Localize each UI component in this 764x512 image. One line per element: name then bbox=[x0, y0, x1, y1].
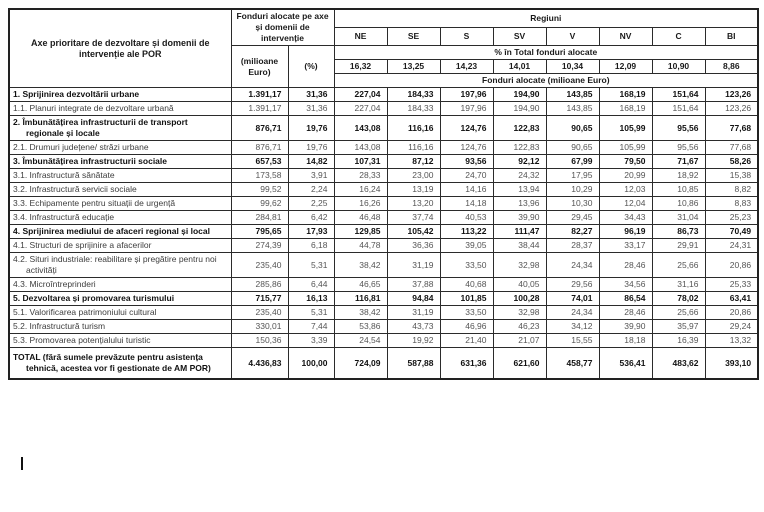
row-region-value: 39,90 bbox=[599, 320, 652, 334]
row-label: 1. Sprijinirea dezvoltării urbane bbox=[9, 88, 231, 102]
row-meuro-value: 657,53 bbox=[231, 155, 288, 169]
row-region-value: 100,28 bbox=[493, 292, 546, 306]
row-region-value: 724,09 bbox=[334, 348, 387, 380]
row-region-value: 122,83 bbox=[493, 116, 546, 141]
row-region-value: 143,08 bbox=[334, 141, 387, 155]
row-region-value: 77,68 bbox=[705, 116, 758, 141]
row-region-value: 113,22 bbox=[440, 225, 493, 239]
region-share-value: 10,90 bbox=[652, 60, 705, 74]
row-region-value: 40,68 bbox=[440, 278, 493, 292]
row-region-value: 21,40 bbox=[440, 334, 493, 348]
row-percent-value: 6,42 bbox=[288, 211, 334, 225]
document-page bbox=[8, 8, 759, 380]
row-region-value: 29,91 bbox=[652, 239, 705, 253]
row-region-value: 10,86 bbox=[652, 197, 705, 211]
row-region-value: 14,16 bbox=[440, 183, 493, 197]
region-share-value: 13,25 bbox=[387, 60, 440, 74]
row-label: 3.2. Infrastructură servicii sociale bbox=[9, 183, 231, 197]
row-region-value: 95,56 bbox=[652, 141, 705, 155]
row-percent-value: 6,18 bbox=[288, 239, 334, 253]
row-region-value: 105,99 bbox=[599, 116, 652, 141]
regions-header: Regiuni bbox=[334, 9, 758, 28]
row-region-value: 101,85 bbox=[440, 292, 493, 306]
row-region-value: 24,34 bbox=[546, 306, 599, 320]
axis-row bbox=[9, 225, 758, 239]
row-region-value: 28,46 bbox=[599, 253, 652, 278]
row-region-value: 168,19 bbox=[599, 88, 652, 102]
row-region-value: 82,27 bbox=[546, 225, 599, 239]
row-region-value: 29,56 bbox=[546, 278, 599, 292]
row-region-value: 116,16 bbox=[387, 116, 440, 141]
row-region-value: 31,04 bbox=[652, 211, 705, 225]
row-meuro-value: 150,36 bbox=[231, 334, 288, 348]
row-label: 4.3. Microîntreprinderi bbox=[9, 278, 231, 292]
domain-row bbox=[9, 239, 758, 253]
row-meuro-value: 285,86 bbox=[231, 278, 288, 292]
row-region-value: 95,56 bbox=[652, 116, 705, 141]
row-region-value: 37,74 bbox=[387, 211, 440, 225]
row-percent-value: 3,91 bbox=[288, 169, 334, 183]
domain-row bbox=[9, 169, 758, 183]
row-region-value: 43,73 bbox=[387, 320, 440, 334]
row-region-value: 32,98 bbox=[493, 253, 546, 278]
row-region-value: 37,88 bbox=[387, 278, 440, 292]
row-region-value: 87,12 bbox=[387, 155, 440, 169]
row-region-value: 105,42 bbox=[387, 225, 440, 239]
row-region-value: 123,26 bbox=[705, 88, 758, 102]
row-region-value: 25,23 bbox=[705, 211, 758, 225]
row-region-value: 20,86 bbox=[705, 253, 758, 278]
row-meuro-value: 876,71 bbox=[231, 116, 288, 141]
region-code-header: C bbox=[652, 28, 705, 46]
row-region-value: 621,60 bbox=[493, 348, 546, 380]
row-region-value: 74,01 bbox=[546, 292, 599, 306]
row-label: TOTAL (fără sumele prevăzute pentru asistența tehnică, acestea vor fi gestionate de AM POR) bbox=[9, 348, 231, 380]
row-label: 3.1. Infrastructură sănătate bbox=[9, 169, 231, 183]
row-meuro-value: 715,77 bbox=[231, 292, 288, 306]
region-share-value: 10,34 bbox=[546, 60, 599, 74]
row-region-value: 16,24 bbox=[334, 183, 387, 197]
row-region-value: 31,19 bbox=[387, 253, 440, 278]
row-region-value: 10,30 bbox=[546, 197, 599, 211]
row-region-value: 20,99 bbox=[599, 169, 652, 183]
domain-row bbox=[9, 102, 758, 116]
row-region-value: 46,96 bbox=[440, 320, 493, 334]
row-region-value: 35,97 bbox=[652, 320, 705, 334]
row-label: 2.1. Drumuri județene/ străzi urbane bbox=[9, 141, 231, 155]
axis-row bbox=[9, 88, 758, 102]
row-region-value: 77,68 bbox=[705, 141, 758, 155]
row-label: 3.3. Echipamente pentru situații de urgență bbox=[9, 197, 231, 211]
row-region-value: 86,73 bbox=[652, 225, 705, 239]
row-region-value: 31,19 bbox=[387, 306, 440, 320]
region-code-header: NV bbox=[599, 28, 652, 46]
row-meuro-value: 99,52 bbox=[231, 183, 288, 197]
row-region-value: 31,16 bbox=[652, 278, 705, 292]
row-region-value: 34,12 bbox=[546, 320, 599, 334]
row-region-value: 24,54 bbox=[334, 334, 387, 348]
row-region-value: 10,29 bbox=[546, 183, 599, 197]
axis-row bbox=[9, 116, 758, 141]
row-region-value: 28,46 bbox=[599, 306, 652, 320]
axis-row bbox=[9, 155, 758, 169]
row-region-value: 44,78 bbox=[334, 239, 387, 253]
row-label: 3.4. Infrastructură educație bbox=[9, 211, 231, 225]
row-percent-value: 14,82 bbox=[288, 155, 334, 169]
row-region-value: 124,76 bbox=[440, 141, 493, 155]
row-region-value: 123,26 bbox=[705, 102, 758, 116]
row-region-value: 53,86 bbox=[334, 320, 387, 334]
row-region-value: 587,88 bbox=[387, 348, 440, 380]
row-region-value: 86,54 bbox=[599, 292, 652, 306]
region-code-header: SE bbox=[387, 28, 440, 46]
row-meuro-value: 274,39 bbox=[231, 239, 288, 253]
row-region-value: 124,76 bbox=[440, 116, 493, 141]
row-percent-value: 100,00 bbox=[288, 348, 334, 380]
row-percent-value: 5,31 bbox=[288, 306, 334, 320]
row-meuro-value: 330,01 bbox=[231, 320, 288, 334]
row-region-value: 15,55 bbox=[546, 334, 599, 348]
percent-column-header: (%) bbox=[288, 46, 334, 88]
row-region-value: 8,82 bbox=[705, 183, 758, 197]
row-region-value: 92,12 bbox=[493, 155, 546, 169]
row-meuro-value: 173,58 bbox=[231, 169, 288, 183]
por-allocation-table bbox=[8, 8, 759, 380]
row-region-value: 58,26 bbox=[705, 155, 758, 169]
region-code-header: NE bbox=[334, 28, 387, 46]
funds-row-header: Fonduri alocate (milioane Euro) bbox=[334, 74, 758, 88]
domain-row bbox=[9, 141, 758, 155]
region-share-value: 14,01 bbox=[493, 60, 546, 74]
row-region-value: 10,85 bbox=[652, 183, 705, 197]
row-percent-value: 31,36 bbox=[288, 102, 334, 116]
row-meuro-value: 284,81 bbox=[231, 211, 288, 225]
row-label: 5. Dezvoltarea și promovarea turismului bbox=[9, 292, 231, 306]
region-share-value: 16,32 bbox=[334, 60, 387, 74]
row-region-value: 32,98 bbox=[493, 306, 546, 320]
row-region-value: 79,50 bbox=[599, 155, 652, 169]
axis-column-header: Axe prioritare de dezvoltare și domenii de intervenție ale POR bbox=[9, 9, 231, 88]
row-region-value: 24,32 bbox=[493, 169, 546, 183]
row-region-value: 111,47 bbox=[493, 225, 546, 239]
row-region-value: 29,24 bbox=[705, 320, 758, 334]
row-region-value: 33,50 bbox=[440, 306, 493, 320]
domain-row bbox=[9, 211, 758, 225]
row-region-value: 46,65 bbox=[334, 278, 387, 292]
row-region-value: 33,17 bbox=[599, 239, 652, 253]
row-region-value: 13,19 bbox=[387, 183, 440, 197]
row-region-value: 39,90 bbox=[493, 211, 546, 225]
row-percent-value: 6,44 bbox=[288, 278, 334, 292]
row-meuro-value: 795,65 bbox=[231, 225, 288, 239]
row-region-value: 184,33 bbox=[387, 88, 440, 102]
row-region-value: 96,19 bbox=[599, 225, 652, 239]
row-region-value: 34,43 bbox=[599, 211, 652, 225]
row-region-value: 116,16 bbox=[387, 141, 440, 155]
domain-row bbox=[9, 197, 758, 211]
table-body bbox=[9, 88, 758, 380]
row-region-value: 21,07 bbox=[493, 334, 546, 348]
row-region-value: 39,05 bbox=[440, 239, 493, 253]
table-header bbox=[9, 9, 758, 88]
row-region-value: 227,04 bbox=[334, 88, 387, 102]
row-region-value: 71,67 bbox=[652, 155, 705, 169]
row-region-value: 36,36 bbox=[387, 239, 440, 253]
row-region-value: 168,19 bbox=[599, 102, 652, 116]
row-percent-value: 5,31 bbox=[288, 253, 334, 278]
row-meuro-value: 4.436,83 bbox=[231, 348, 288, 380]
domain-row bbox=[9, 278, 758, 292]
row-region-value: 14,18 bbox=[440, 197, 493, 211]
row-region-value: 16,39 bbox=[652, 334, 705, 348]
row-region-value: 12,03 bbox=[599, 183, 652, 197]
row-percent-value: 3,39 bbox=[288, 334, 334, 348]
row-region-value: 46,23 bbox=[493, 320, 546, 334]
row-percent-value: 17,93 bbox=[288, 225, 334, 239]
row-label: 3. Îmbunătățirea infrastructurii sociale bbox=[9, 155, 231, 169]
domain-row bbox=[9, 183, 758, 197]
row-region-value: 151,64 bbox=[652, 102, 705, 116]
region-share-value: 12,09 bbox=[599, 60, 652, 74]
row-region-value: 15,38 bbox=[705, 169, 758, 183]
row-percent-value: 19,76 bbox=[288, 141, 334, 155]
row-label: 5.1. Valorificarea patrimoniului cultural bbox=[9, 306, 231, 320]
row-region-value: 151,64 bbox=[652, 88, 705, 102]
row-label: 4.1. Structuri de sprijinire a afacerilor bbox=[9, 239, 231, 253]
row-region-value: 34,56 bbox=[599, 278, 652, 292]
row-region-value: 13,32 bbox=[705, 334, 758, 348]
row-region-value: 458,77 bbox=[546, 348, 599, 380]
row-region-value: 194,90 bbox=[493, 88, 546, 102]
row-label: 5.3. Promovarea potențialului turistic bbox=[9, 334, 231, 348]
meuro-column-header: (milioane Euro) bbox=[231, 46, 288, 88]
row-region-value: 25,33 bbox=[705, 278, 758, 292]
row-region-value: 393,10 bbox=[705, 348, 758, 380]
row-region-value: 24,34 bbox=[546, 253, 599, 278]
row-meuro-value: 1.391,17 bbox=[231, 102, 288, 116]
row-region-value: 94,84 bbox=[387, 292, 440, 306]
row-region-value: 63,41 bbox=[705, 292, 758, 306]
row-region-value: 23,00 bbox=[387, 169, 440, 183]
region-code-header: SV bbox=[493, 28, 546, 46]
row-region-value: 70,49 bbox=[705, 225, 758, 239]
row-region-value: 8,83 bbox=[705, 197, 758, 211]
region-code-header: V bbox=[546, 28, 599, 46]
row-region-value: 28,33 bbox=[334, 169, 387, 183]
row-meuro-value: 235,40 bbox=[231, 253, 288, 278]
row-label: 4. Sprijinirea mediului de afaceri regional și local bbox=[9, 225, 231, 239]
row-region-value: 33,50 bbox=[440, 253, 493, 278]
row-region-value: 105,99 bbox=[599, 141, 652, 155]
row-region-value: 107,31 bbox=[334, 155, 387, 169]
region-share-value: 14,23 bbox=[440, 60, 493, 74]
row-region-value: 40,53 bbox=[440, 211, 493, 225]
row-meuro-value: 1.391,17 bbox=[231, 88, 288, 102]
row-region-value: 38,42 bbox=[334, 253, 387, 278]
row-percent-value: 19,76 bbox=[288, 116, 334, 141]
row-meuro-value: 99,62 bbox=[231, 197, 288, 211]
row-region-value: 40,05 bbox=[493, 278, 546, 292]
row-region-value: 17,95 bbox=[546, 169, 599, 183]
row-region-value: 25,66 bbox=[652, 253, 705, 278]
row-region-value: 20,86 bbox=[705, 306, 758, 320]
row-region-value: 19,92 bbox=[387, 334, 440, 348]
row-region-value: 197,96 bbox=[440, 102, 493, 116]
row-region-value: 194,90 bbox=[493, 102, 546, 116]
row-region-value: 28,37 bbox=[546, 239, 599, 253]
axis-row bbox=[9, 292, 758, 306]
row-label: 5.2. Infrastructură turism bbox=[9, 320, 231, 334]
row-region-value: 143,08 bbox=[334, 116, 387, 141]
row-region-value: 18,92 bbox=[652, 169, 705, 183]
row-region-value: 483,62 bbox=[652, 348, 705, 380]
share-row-header: % în Total fonduri alocate bbox=[334, 46, 758, 60]
row-region-value: 197,96 bbox=[440, 88, 493, 102]
row-region-value: 90,65 bbox=[546, 116, 599, 141]
total-row bbox=[9, 348, 758, 380]
row-region-value: 90,65 bbox=[546, 141, 599, 155]
row-label: 1.1. Planuri integrate de dezvoltare urbană bbox=[9, 102, 231, 116]
row-region-value: 143,85 bbox=[546, 88, 599, 102]
row-percent-value: 31,36 bbox=[288, 88, 334, 102]
row-percent-value: 16,13 bbox=[288, 292, 334, 306]
row-region-value: 13,96 bbox=[493, 197, 546, 211]
row-region-value: 29,45 bbox=[546, 211, 599, 225]
row-region-value: 38,42 bbox=[334, 306, 387, 320]
row-region-value: 227,04 bbox=[334, 102, 387, 116]
row-label: 4.2. Situri industriale: reabilitare și pregătire pentru noi activități bbox=[9, 253, 231, 278]
row-region-value: 13,94 bbox=[493, 183, 546, 197]
row-region-value: 12,04 bbox=[599, 197, 652, 211]
region-code-header: BI bbox=[705, 28, 758, 46]
row-percent-value: 2,24 bbox=[288, 183, 334, 197]
row-region-value: 143,85 bbox=[546, 102, 599, 116]
domain-row bbox=[9, 253, 758, 278]
row-meuro-value: 235,40 bbox=[231, 306, 288, 320]
domain-row bbox=[9, 334, 758, 348]
row-region-value: 13,20 bbox=[387, 197, 440, 211]
row-region-value: 24,31 bbox=[705, 239, 758, 253]
row-region-value: 18,18 bbox=[599, 334, 652, 348]
row-meuro-value: 876,71 bbox=[231, 141, 288, 155]
row-region-value: 129,85 bbox=[334, 225, 387, 239]
row-region-value: 16,26 bbox=[334, 197, 387, 211]
row-region-value: 184,33 bbox=[387, 102, 440, 116]
domain-row bbox=[9, 320, 758, 334]
text-cursor-artifact bbox=[21, 457, 23, 470]
row-region-value: 536,41 bbox=[599, 348, 652, 380]
row-region-value: 122,83 bbox=[493, 141, 546, 155]
row-region-value: 25,66 bbox=[652, 306, 705, 320]
row-percent-value: 7,44 bbox=[288, 320, 334, 334]
row-region-value: 93,56 bbox=[440, 155, 493, 169]
funds-group-header: Fonduri alocate pe axe și domenii de intervenție bbox=[231, 9, 334, 46]
row-region-value: 116,81 bbox=[334, 292, 387, 306]
region-share-value: 8,86 bbox=[705, 60, 758, 74]
row-percent-value: 2,25 bbox=[288, 197, 334, 211]
row-region-value: 38,44 bbox=[493, 239, 546, 253]
row-label: 2. Îmbunătățirea infrastructurii de transport regionale și locale bbox=[9, 116, 231, 141]
row-region-value: 631,36 bbox=[440, 348, 493, 380]
row-region-value: 78,02 bbox=[652, 292, 705, 306]
row-region-value: 46,48 bbox=[334, 211, 387, 225]
row-region-value: 67,99 bbox=[546, 155, 599, 169]
region-code-header: S bbox=[440, 28, 493, 46]
domain-row bbox=[9, 306, 758, 320]
row-region-value: 24,70 bbox=[440, 169, 493, 183]
